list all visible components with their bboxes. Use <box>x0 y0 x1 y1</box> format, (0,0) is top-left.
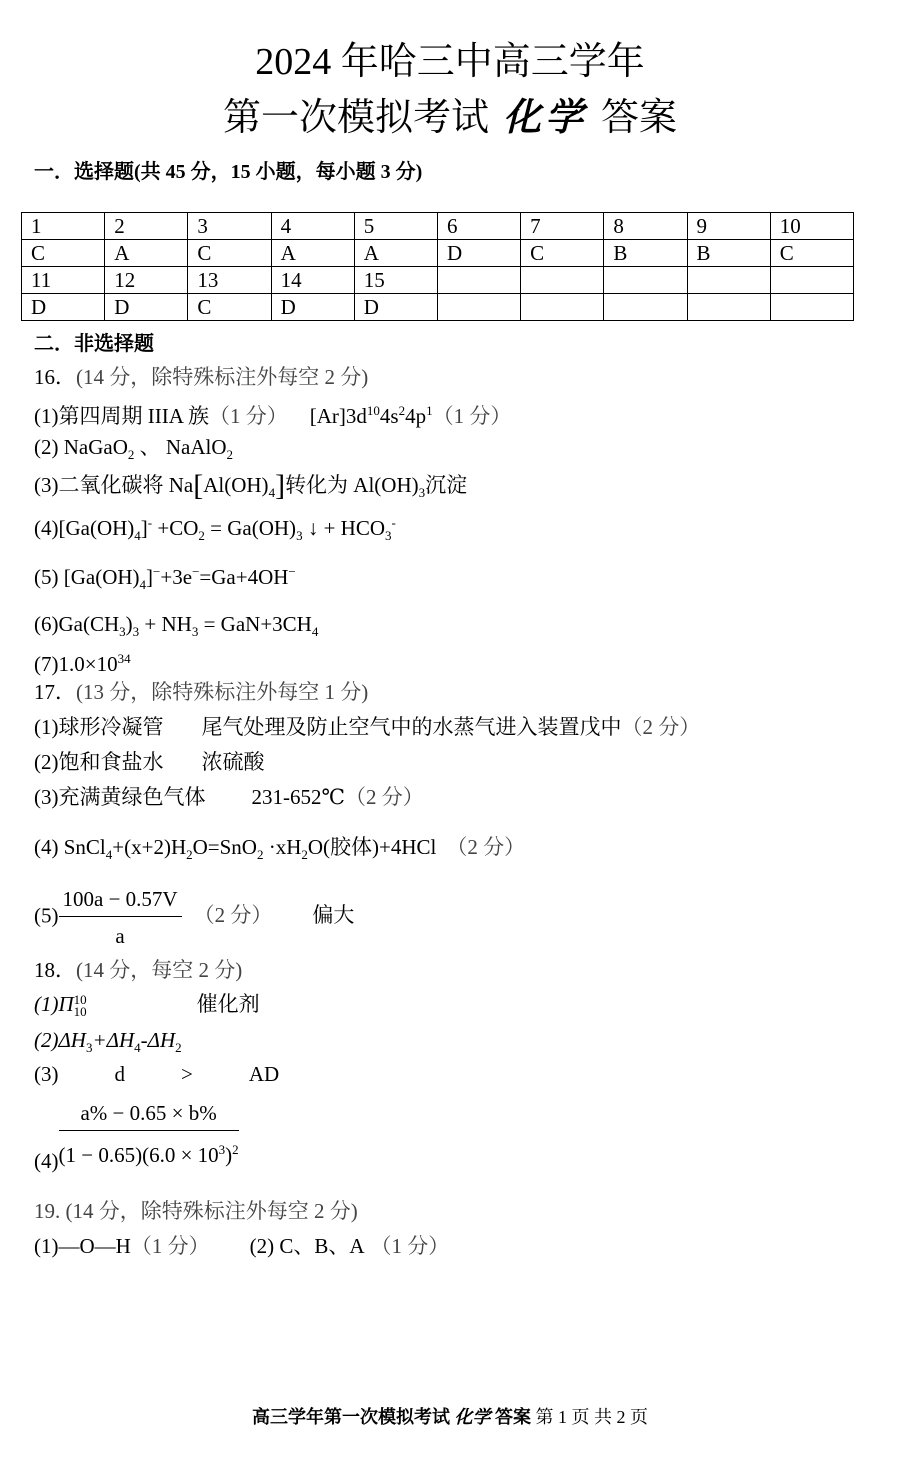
section1-heading: 一．选择题(共 45 分，15 小题，每小题 3 分) <box>34 161 423 183</box>
q17-answer-2 <box>34 747 265 777</box>
subscript: 2 <box>175 1040 182 1056</box>
subscript: 3 <box>191 624 199 640</box>
q16-a1b-points: （1 分） <box>432 404 512 428</box>
table-row <box>22 213 854 240</box>
superscript: 34 <box>117 651 131 666</box>
q17-a1-text: (1)球形冷凝管 <box>34 715 164 739</box>
subscript: 2 <box>127 447 135 463</box>
fraction-denominator: a <box>115 924 125 948</box>
q16-a3-text-c: 沉淀 <box>425 473 468 497</box>
subscript: 4 <box>134 528 141 544</box>
q17-answer-4 <box>34 832 525 870</box>
superscript: − <box>192 564 200 579</box>
q18-a3c-text: > <box>181 1062 193 1086</box>
q17-heading <box>34 677 368 707</box>
table-cell: 8 <box>604 213 687 240</box>
q16-answer-4 <box>34 508 396 551</box>
footer-page-number: 第 1 页 共 2 页 <box>535 1407 648 1427</box>
page-title-line2 <box>0 94 900 142</box>
q17-a5-points: （2 分） <box>193 903 273 928</box>
q17-number: 17． <box>34 680 76 704</box>
footer-subject: 化学 <box>454 1407 491 1427</box>
q17-a4-water: +(x+2)H <box>112 835 187 859</box>
superscript: − <box>288 564 296 579</box>
q16-a4-bracket: ] <box>140 516 148 540</box>
subscript: 4 <box>311 624 319 640</box>
subscript: 4 <box>105 847 113 863</box>
q17-a3-text: (3)充满黄绿色气体 <box>34 785 206 809</box>
q17-a3b-points: （2 分） <box>345 785 424 809</box>
superscript: 10 <box>366 403 380 418</box>
q17-a4-text: (4) SnCl <box>34 835 106 859</box>
q19-a1-points: （1 分） <box>130 1234 210 1258</box>
q17-answer-1 <box>34 712 700 742</box>
superscript: - <box>391 515 396 530</box>
right-bracket: ] <box>275 469 286 502</box>
table-cell <box>437 267 520 294</box>
footer-answer: 答案 <box>495 1407 531 1427</box>
q16-a5-bracket: ] <box>146 565 154 589</box>
q17-a2-text: (2)饱和食盐水 <box>34 750 164 774</box>
table-row <box>22 240 854 267</box>
q18-answer-2 <box>34 1025 182 1063</box>
table-cell <box>521 267 604 294</box>
table-cell: B <box>687 240 770 267</box>
title-subject: 化学 <box>502 97 587 139</box>
table-cell <box>604 294 687 321</box>
table-cell: D <box>271 294 354 321</box>
table-row <box>22 294 854 321</box>
q18-number: 18． <box>34 958 76 982</box>
table-cell: 9 <box>687 213 770 240</box>
q18-a3d-text: AD <box>248 1062 280 1086</box>
subscript: 3 <box>85 1040 93 1056</box>
q16-answer-1 <box>34 396 511 431</box>
q16-a7-text: (7)1.0×10 <box>34 652 118 676</box>
denominator-text: (1 − 0.65)(6.0 × 10 <box>58 1143 219 1167</box>
q16-a1-points: （1 分） <box>208 404 288 428</box>
table-cell <box>521 294 604 321</box>
q16-a1b-mid2: 4p <box>405 404 427 428</box>
q17-note: (13 分，除特殊标注外每空 1 分) <box>76 680 369 704</box>
q17-a2b-text: 浓硫酸 <box>201 750 265 774</box>
q16-a1-label: (1)第四周期 IIIA 族 <box>34 404 209 428</box>
subscript: 3 <box>119 624 126 640</box>
table-cell <box>687 267 770 294</box>
q18-a2-text: (2)ΔH <box>34 1028 86 1052</box>
page-title-line1: 2024 年哈三中高三学年 <box>255 41 645 83</box>
q16-a4-hco3: ↓ + HCO <box>302 516 385 540</box>
q18-a4-label: (4) <box>34 1149 59 1173</box>
fraction-numerator: a% − 0.65 × b% <box>59 1098 239 1131</box>
table-cell <box>770 267 853 294</box>
subscript: 10 <box>73 1004 87 1020</box>
q16-a6-nh3: + NH <box>139 612 192 636</box>
q18-answer-1 <box>34 989 260 1019</box>
q16-a6-product: = GaN+3CH <box>198 612 312 636</box>
table-cell: 1 <box>22 213 105 240</box>
q16-a3-text: (3)二氧化碳将 Na <box>34 473 194 497</box>
q16-a1b-mid: 4s <box>379 404 399 428</box>
table-cell: 11 <box>22 267 105 294</box>
q17-a4-product: O(胶体)+4HCl <box>307 835 437 859</box>
q16-a4-co2: +CO <box>152 516 199 540</box>
q16-a3-text-b: 转化为 Al(OH) <box>285 473 419 497</box>
q17-a5b-text: 偏大 <box>312 903 355 928</box>
q18-a3-label: (3) <box>34 1062 59 1086</box>
subscript: 3 <box>418 485 426 501</box>
subscript: 2 <box>256 847 264 863</box>
q16-a3-complex: Al(OH) <box>203 473 269 497</box>
superscript: 2 <box>398 403 406 418</box>
fraction-numerator: 100a − 0.57V <box>59 884 182 917</box>
subscript: 4 <box>139 577 147 593</box>
q17-answer-3 <box>34 782 424 812</box>
q16-note: (14 分，除特殊标注外每空 2 分) <box>76 365 369 389</box>
subscript: 4 <box>134 1040 141 1056</box>
q19-a2-points: （1 分） <box>370 1234 450 1258</box>
subscript: 2 <box>301 847 308 863</box>
q16-answer-2 <box>34 432 233 470</box>
table-cell: C <box>188 294 271 321</box>
table-cell: 15 <box>354 267 437 294</box>
table-cell: 5 <box>354 213 437 240</box>
table-cell: C <box>188 240 271 267</box>
q16-a5-electron: +3e <box>160 565 193 589</box>
q18-answer-4 <box>34 1098 239 1173</box>
q19-a2-text: (2) C、B、A <box>249 1234 365 1258</box>
q16-a5-product: =Ga+4OH <box>199 565 289 589</box>
subscript: 3 <box>385 528 392 544</box>
q17-a1b-points: （2 分） <box>621 715 701 739</box>
table-cell <box>604 267 687 294</box>
table-cell <box>770 294 853 321</box>
q19-answer-1 <box>34 1231 449 1261</box>
table-cell: 12 <box>105 267 188 294</box>
q17-a1b-text: 尾气处理及防止空气中的水蒸气进入装置戊中 <box>201 715 622 739</box>
q18-a2-text-c: -ΔH <box>140 1028 176 1052</box>
superscript: 10 <box>73 992 87 1008</box>
subscript: 4 <box>268 485 276 501</box>
table-cell: 2 <box>105 213 188 240</box>
q17-a4-sno2: O=SnO <box>192 835 257 859</box>
table-cell: D <box>105 294 188 321</box>
q16-a2-text: (2) NaGaO <box>34 435 128 459</box>
table-cell: D <box>22 294 105 321</box>
q18-a1-scripts <box>74 994 87 1018</box>
q18-note: (14 分，每空 2 分) <box>76 958 243 982</box>
superscript: − <box>153 564 161 579</box>
title-answer: 答案 <box>601 97 678 139</box>
page-footer <box>0 1404 900 1430</box>
table-cell <box>437 294 520 321</box>
title-exam: 第一次模拟考试 <box>222 97 489 139</box>
answer-table <box>21 212 854 321</box>
q17-a5-fraction <box>59 884 182 951</box>
q19-a1-text: (1)—O—H <box>34 1234 131 1258</box>
q17-a4-hydrate: ·xH <box>263 835 302 859</box>
q16-a6-text: (6)Ga(CH <box>34 612 120 636</box>
q18-answer-3 <box>34 1059 279 1089</box>
table-cell: A <box>354 240 437 267</box>
superscript: 3 <box>218 1142 226 1157</box>
table-cell: 14 <box>271 267 354 294</box>
subscript: 3 <box>132 624 140 640</box>
q17-a5-label: (5) <box>34 903 59 928</box>
table-cell: A <box>271 240 354 267</box>
table-cell: 10 <box>770 213 853 240</box>
q16-answer-6 <box>34 609 318 647</box>
q16-heading <box>34 362 368 392</box>
subscript: 2 <box>198 528 205 544</box>
q16-answer-7 <box>34 644 131 679</box>
q18-a2-text-b: +ΔH <box>92 1028 135 1052</box>
q16-answer-3 <box>34 470 467 508</box>
q16-a2-text-b: 、 NaAlO <box>134 435 227 459</box>
left-bracket: [ <box>193 469 204 502</box>
superscript: 2 <box>232 1142 239 1157</box>
fraction-denominator <box>59 1131 239 1170</box>
table-cell: D <box>354 294 437 321</box>
table-cell: 7 <box>521 213 604 240</box>
q18-heading <box>34 955 242 985</box>
denominator-paren: ) <box>225 1143 233 1167</box>
table-cell: 3 <box>188 213 271 240</box>
q19-heading: 19. (14 分，除特殊标注外每空 2 分) <box>34 1199 358 1223</box>
table-cell: C <box>22 240 105 267</box>
q16-number: 16． <box>34 365 76 389</box>
table-cell: 13 <box>188 267 271 294</box>
q16-a5-text: (5) [Ga(OH) <box>34 565 140 589</box>
q17-a3b-text: 231-652℃ <box>251 785 345 809</box>
table-cell: B <box>604 240 687 267</box>
table-cell: 4 <box>271 213 354 240</box>
q18-a3b-text: d <box>114 1062 125 1086</box>
table-cell <box>687 294 770 321</box>
q17-answer-5 <box>34 884 354 951</box>
subscript: 2 <box>186 847 193 863</box>
subscript: 2 <box>226 447 234 463</box>
q16-answer-5 <box>34 557 296 600</box>
section2-heading: 二．非选择题 <box>34 333 154 355</box>
superscript: 1 <box>426 403 433 418</box>
table-cell: 6 <box>437 213 520 240</box>
q16-a4-text: (4)[Ga(OH) <box>34 516 135 540</box>
superscript: - <box>147 515 153 530</box>
footer-exam: 高三学年第一次模拟考试 <box>252 1407 450 1427</box>
table-cell: D <box>437 240 520 267</box>
table-cell: C <box>770 240 853 267</box>
q16-a1b: [Ar]3d <box>309 404 367 428</box>
q16-a4-product: = Ga(OH) <box>204 516 297 540</box>
q18-a4-fraction <box>59 1098 239 1170</box>
table-row <box>22 267 854 294</box>
table-cell: C <box>521 240 604 267</box>
subscript: 3 <box>296 528 303 544</box>
table-cell: A <box>105 240 188 267</box>
q17-a4-points: （2 分） <box>446 835 526 859</box>
q18-a1b-text: 催化剂 <box>196 992 260 1016</box>
q18-a1-text: (1)Π <box>34 992 74 1016</box>
q16-a6-paren: ) <box>125 612 133 636</box>
